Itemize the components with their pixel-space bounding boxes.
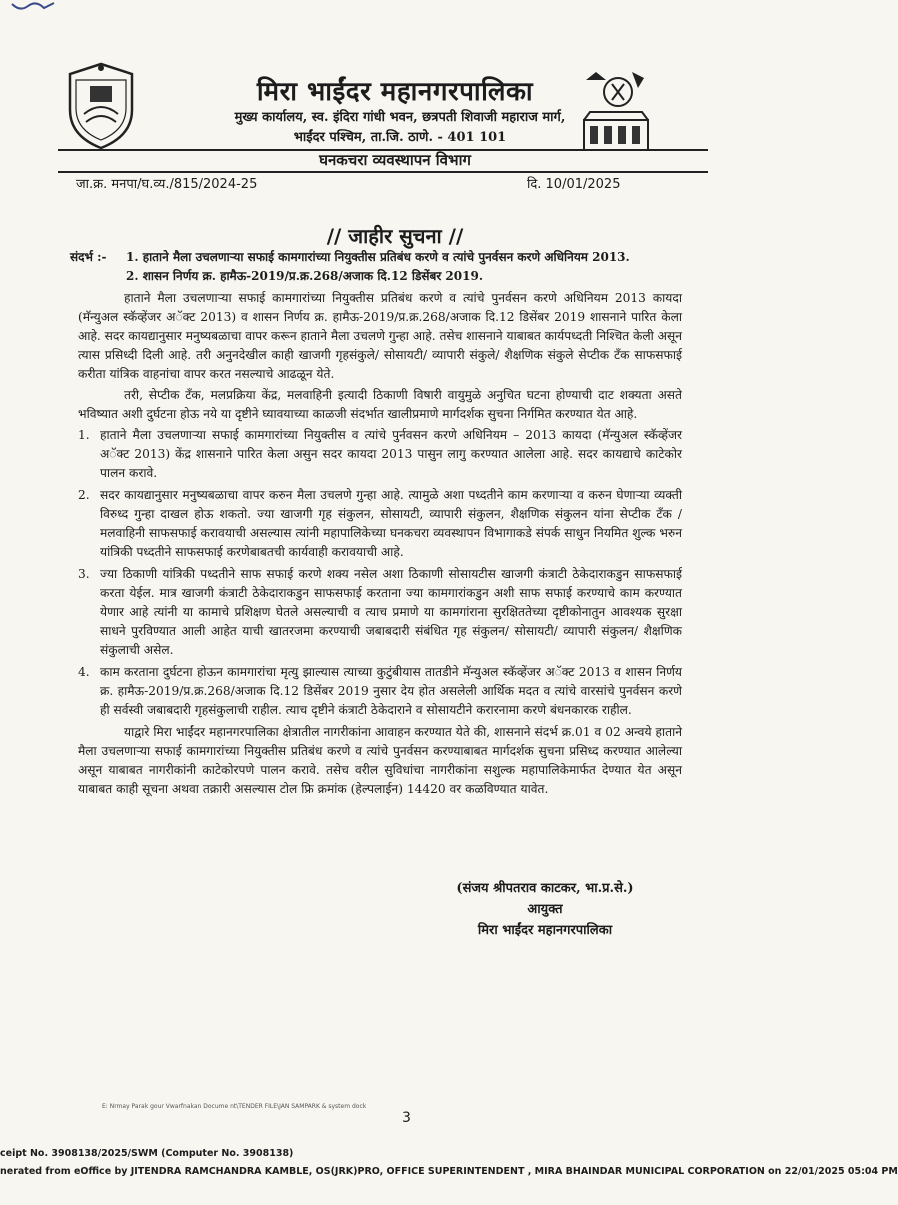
eoffice-generated-line: nerated from eOffice by JITENDRA RAMCHANDRA KAMBLE, OS(JRK)PRO, OFFICE SUPERINTENDENT , MIRA BHAINDAR MUNICIPAL CORPORATION on 22/01/2025 05:04 PM <box>0 1166 898 1177</box>
guideline-point: 4. काम करताना दुर्घटना होऊन कामगारांचा मृत्यु झाल्यास त्याच्या कुटुंबीयास तातडीने मॅन्युअल स्कॅव्हेंजर अॅक्ट 2013 व शासन निर्णय क्र. हामैऊ-2019/प्र.क्र.268/अजाक दि.12 डिसेंबर 2019 नुसार देय होत असलेली आर्थिक मदत व त्यांचे वारसांचे पुनर्वसन करणे ही सर्वस्वी जबाबदारी गृहसंकुलाची राहील. त्याच दृष्टीने कंत्राटी ठेकेदाराने व सोसायटीने करारनामा करणे बंधनकारक राहील. <box>78 665 682 717</box>
address-line-1: मुख्य कार्यालय, स्व. इंदिरा गांधी भवन, छत्रपती शिवाजी महाराज मार्ग, <box>234 110 566 125</box>
body-paragraph-2: तरी, सेप्टीक टँक, मलप्रक्रिया केंद्र, मलवाहिनी इत्यादी ठिकाणी विषारी वायुमुळे अनुचित घटना होण्याची दाट शक्यता असते भविष्यात अशी दुर्घटना होऊ नये या दृष्टीने घ्यावयाच्या काळजी संदर्भात खालीप्रमाणे मार्गदर्शक सुचना निर्गमित करण्यात येत आहे. <box>78 388 682 421</box>
outward-ref-number: जा.क्र. मनपा/घ.व्य./815/2024-25 <box>76 177 258 192</box>
guideline-point: 2. सदर कायद्यानुसार मनुष्यबळाचा वापर करुन मैला उचलणे गुन्हा आहे. त्यामुळे अशा पध्दतीने काम करणाऱ्या व करुन घेणाऱ्या व्यक्ती विरुध्द गुन्हा दाखल होऊ शकतो. ज्या खाजगी गृह संकुलन, सोसायटी, व्यापारी संकुलन, शैक्षणिक संकुलन यांना सेप्टीक टँक / मलवाहिनी साफसफाई करावयाची असल्यास त्यांनी महापालिकेच्या घनकचरा व्यवस्थापन विभागाकडे संपर्क साधुन नियमित शुल्क भरुन यांत्रिकी पध्दतीने साफसफाई करणेबाबतची कार्यवाही करावयाची आहे. <box>78 488 682 559</box>
address-line-2: भाईंदर पश्चिम, ता.जि. ठाणे. - 401 101 <box>293 130 507 145</box>
signatory-organization: मिरा भाईंदर महानगरपालिका <box>477 923 613 938</box>
file-path-footer: E: Nrmay Parak gour Vwarfnakan Docume nt\TENDER FILE\JAN SAMPARK & system dock <box>102 1103 367 1110</box>
references-label: संदर्भ :- <box>70 250 107 264</box>
body-paragraph-closing: याद्वारे मिरा भाईंदर महानगरपालिका क्षेत्रातील नागरीकांना आवाहन करण्यात येते की, शासनाने संदर्भ क्र.01 व 02 अन्वये हाताने मैला उचलणाऱ्या सफाई कामगारांच्या नियुक्तीस प्रतिबंध करणे व त्यांचे पुनर्वसन करण्याबाबत मार्गदर्शक सुचना प्रसिध्द करण्यात आलेल्या असून याबाबत नागरीकांनी काटेकोरपणे पालन करावे. तसेच वरील सुविधांचा नागरीकांना सशुल्क महापालिकेमार्फत देण्यात येत असून याबाबत काही सूचना अथवा तक्रारी असल्यास टोल फ्रि क्रमांक (हेल्पलाईन) 14420 वर कळविण्यात यावेत. <box>78 725 682 796</box>
department-name: घनकचरा व्यवस्थापन विभाग <box>319 151 471 169</box>
header-divider-bottom <box>58 171 708 173</box>
receipt-number: ceipt No. 3908138/2025/SWM (Computer No. 3908138) <box>0 1148 294 1159</box>
org-title: मिरा भाईंदर महानगरपालिका <box>256 77 534 107</box>
signatory-designation: आयुक्त <box>527 902 563 917</box>
reference-1: संदर्भ :- 1. हाताने मैला उचलणाऱ्या सफाई कामगारांच्या नियुक्तीस प्रतिबंध करणे व त्यांचे पुनर्वसन करणे अधिनियम 2013. <box>70 248 690 267</box>
issue-date: दि. 10/01/2025 <box>527 177 621 192</box>
guideline-point: 1. हाताने मैला उचलणाऱ्या सफाई कामगारांच्या नियुक्तीस व त्यांचे पुर्नवसन करणे अधिनियम – 2013 कायदा (मॅन्युअल स्कॅव्हेंजर अॅक्ट 2013) केंद्र शासनाने पारित केला असुन सदर कायदा 2013 पासुन लागु करण्यात आलेला आहे. सदर कायद्याचे काटेकोर पालन करावे. <box>78 428 682 480</box>
reference-2: 2. शासन निर्णय क्र. हामैऊ-2019/प्र.क्र.268/अजाक दि.12 डिसेंबर 2019. <box>126 269 484 283</box>
guideline-point: 3. ज्या ठिकाणी यांत्रिकी पध्दतीने साफ सफाई करणे शक्य नसेल अशा ठिकाणी सोसायटीस खाजगी कंत्राटी ठेकेदाराकडुन साफसफाई करता येईल. मात्र खाजगी कंत्राटी ठेकेदाराकडुन साफसफाई करताना ज्या कामगारांकडुन अशी साफ सफाई करण्याचे काम करण्यात येणार आहे त्यांनी या कामाचे प्रशिक्षण घेतले असल्याची व त्याच प्रमाणे या कामगांराना सुरक्षिततेच्या दृष्टीकोनातुन आवश्यक सुरक्षा साधने पुरविण्यात आली आहेत याची खातरजमा करण्याची जबाबदारी संबंधित गृह संकुलन/ सोसायटी/ व्यापारी संकुलन/ शैक्षणिक संकुलाची असेल. <box>78 567 682 657</box>
page-number: 3 <box>402 1110 411 1126</box>
signature-block <box>430 878 660 941</box>
notice-body <box>78 289 682 801</box>
references-block <box>70 248 690 286</box>
ink-scribble-mark <box>10 0 70 14</box>
signatory-name: (संजय श्रीपतराव काटकर, भा.प्र.से.) <box>456 881 634 896</box>
org-address <box>150 108 650 148</box>
body-paragraph-1: हाताने मैला उचलणाऱ्या सफाई कामगारांच्या नियुक्तीस प्रतिबंध करणे व त्यांचे पुनर्वसन करणे अधिनियम 2013 कायदा (मॅन्युअल स्कॅव्हेंजर अॅक्ट 2013) व शासन निर्णय क्र. हामैऊ-2019/प्र.क्र.268/अजाक दि.12 डिसेंबर 2019 शासनाने पारित केला आहे. सदर कायद्यानुसार मनुष्यबळाचा वापर करून हाताने मैला उचलणे गुन्हा आहे. तसेच शासनाने याबाबत कार्यपध्दती निश्चित केली असून त्यास प्रसिध्दी दिली आहे. तरी अनुनदेखील काही खाजगी गृहसंकुले/ सोसायटी/ व्यापारी संकुले/ शैक्षणिक संकुले सेप्टीक टँक साफसफाई करीता यांत्रिक वाहनांचा वापर करत नसल्याचे आढळून येते. <box>78 291 682 381</box>
notice-title: // जाहीर सुचना // <box>326 224 464 248</box>
